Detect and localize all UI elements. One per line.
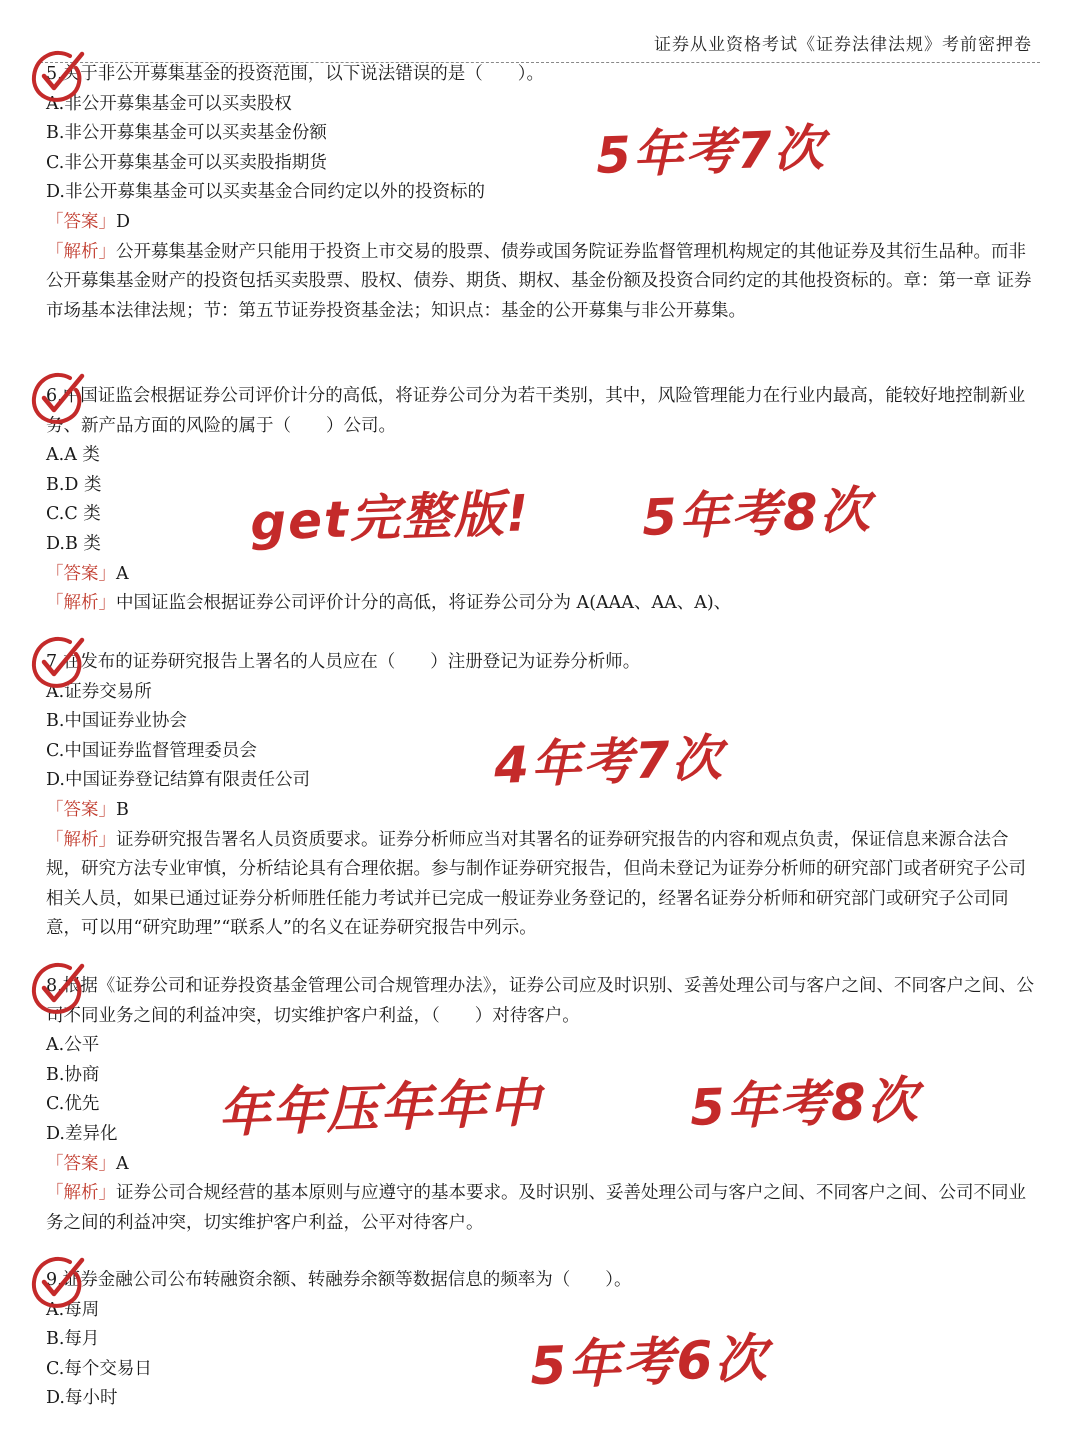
answer-tag: 「答案」 [46, 211, 116, 232]
answer-value: A [116, 1153, 129, 1174]
analysis-text: 证券公司合规经营的基本原则与应遵守的基本要求。及时识别、妥善处理公司与客户之间、不同客户之间、公司不同业务之间的利益冲突，切实维护客户利益，公平对待客户。 [46, 1183, 1026, 1233]
handwritten-check-icon [26, 958, 88, 1020]
option-a: A.证券交易所 [46, 681, 152, 702]
option-d: D.非公开募集基金可以买卖基金合同约定以外的投资标的 [46, 182, 485, 203]
analysis-line [46, 826, 1036, 944]
handwritten-note-q6: 5年考8次 [641, 481, 873, 547]
answer-line [46, 1150, 1036, 1180]
handwritten-check-icon [26, 632, 88, 694]
option-d: D.中国证券登记结算有限责任公司 [46, 770, 310, 791]
option-a: A.非公开募集基金可以买卖股权 [46, 93, 292, 114]
question-stem: 6.中国证监会根据证券公司评价计分的高低，将证券公司分为若干类别，其中，风险管理能力在行业内最高，能较好地控制新业务、新产品方面的风险的属于（ ）公司。 [46, 386, 1026, 436]
handwritten-note-q7: 4年考7次 [493, 729, 725, 795]
analysis-line [46, 238, 1036, 327]
answer-tag: 「答案」 [46, 563, 116, 584]
analysis-text: 公开募集基金财产只能用于投资上市交易的股票、债券或国务院证券监督管理机构规定的其他证券及其衍生品种。而非公开募集基金财产的投资包括买卖股票、股权、债券、期货、期权、基金份额及投资合同约定的其他投资标的。章：第一章 证券市场基本法律法规；节：第五节证券投资基金法；知识点：基金的公开募集与非公开募集。 [46, 241, 1032, 321]
handwritten-note-slogan: 年年压年年中 [217, 1073, 544, 1145]
answer-value: B [116, 799, 129, 820]
question-stem: 8.根据《证券公司和证券投资基金管理公司合规管理办法》，证券公司应及时识别、妥善处理公司与客户之间、不同客户之间、公司不同业务之间的利益冲突，切实维护客户利益，（ ）对待客户。 [46, 976, 1034, 1026]
option-b: B.D 类 [46, 474, 102, 495]
question-stem: 7.在发布的证券研究报告上署名的人员应在（ ）注册登记为证券分析师。 [46, 652, 641, 672]
analysis-text: 中国证监会根据证券公司评价计分的高低，将证券公司分为 A(AAA、AA、A)、 [116, 593, 732, 614]
question-stem: 5.关于非公开募集基金的投资范围，以下说法错误的是（ ）。 [46, 64, 544, 84]
answer-value: A [116, 563, 129, 584]
analysis-line [46, 589, 1036, 619]
answer-tag: 「答案」 [46, 799, 116, 820]
analysis-tag: 「解析」 [46, 593, 116, 614]
option-a: A.每周 [46, 1299, 100, 1320]
option-d: D.每小时 [46, 1388, 118, 1409]
handwritten-note-promo: get完整版! [249, 484, 532, 552]
handwritten-check-icon [26, 46, 88, 108]
option-c: C.非公开募集基金可以买卖股指期货 [46, 152, 327, 173]
option-c: C.优先 [46, 1094, 100, 1115]
handwritten-note-q5: 5年考7次 [595, 119, 827, 185]
question-5 [46, 60, 1036, 326]
analysis-tag: 「解析」 [46, 1183, 116, 1204]
analysis-tag: 「解析」 [46, 241, 116, 262]
option-c: C.C 类 [46, 504, 101, 525]
option-c: C.中国证券监督管理委员会 [46, 740, 257, 761]
handwritten-note-q8: 5年考8次 [689, 1071, 921, 1137]
option-a: A.A 类 [46, 445, 100, 466]
option-d: D.B 类 [46, 533, 101, 554]
option-b: B.每月 [46, 1329, 100, 1350]
option-b: B.中国证券业协会 [46, 711, 187, 732]
answer-tag: 「答案」 [46, 1153, 116, 1174]
header-title: 证券从业资格考试《证券法律法规》考前密押卷 [654, 35, 1032, 55]
option-d: D.差异化 [46, 1123, 118, 1144]
question-6 [46, 382, 1036, 619]
option-b: B.非公开募集基金可以买卖基金份额 [46, 123, 327, 144]
question-stem: 9.证券金融公司公布转融资余额、转融券余额等数据信息的频率为（ ）。 [46, 1270, 632, 1290]
handwritten-check-icon [26, 1252, 88, 1314]
answer-line [46, 796, 1036, 826]
analysis-tag: 「解析」 [46, 829, 116, 850]
option-a: A.公平 [46, 1035, 100, 1056]
analysis-text: 证券研究报告署名人员资质要求。证券分析师应当对其署名的证券研究报告的内容和观点负责，保证信息来源合法合规，研究方法专业审慎，分析结论具有合理依据。参与制作证券研究报告，但尚未登记为证券分析师的研究部门或者研究子公司相关人员，如果已通过证券分析师胜任能力考试并已完成一般证券业务登记的，经署名证券分析师和研究部门或研究子公司同意，可以用“研究助理”“联系人”的名义在证券研究报告中列示。 [46, 829, 1026, 939]
answer-value: D [116, 211, 131, 232]
handwritten-note-q9: 5年考6次 [529, 1328, 770, 1398]
option-b: B.协商 [46, 1064, 100, 1085]
handwritten-check-icon [26, 368, 88, 430]
answer-line [46, 560, 1036, 590]
option-c: C.每个交易日 [46, 1358, 152, 1379]
analysis-line [46, 1179, 1036, 1238]
answer-line [46, 208, 1036, 238]
